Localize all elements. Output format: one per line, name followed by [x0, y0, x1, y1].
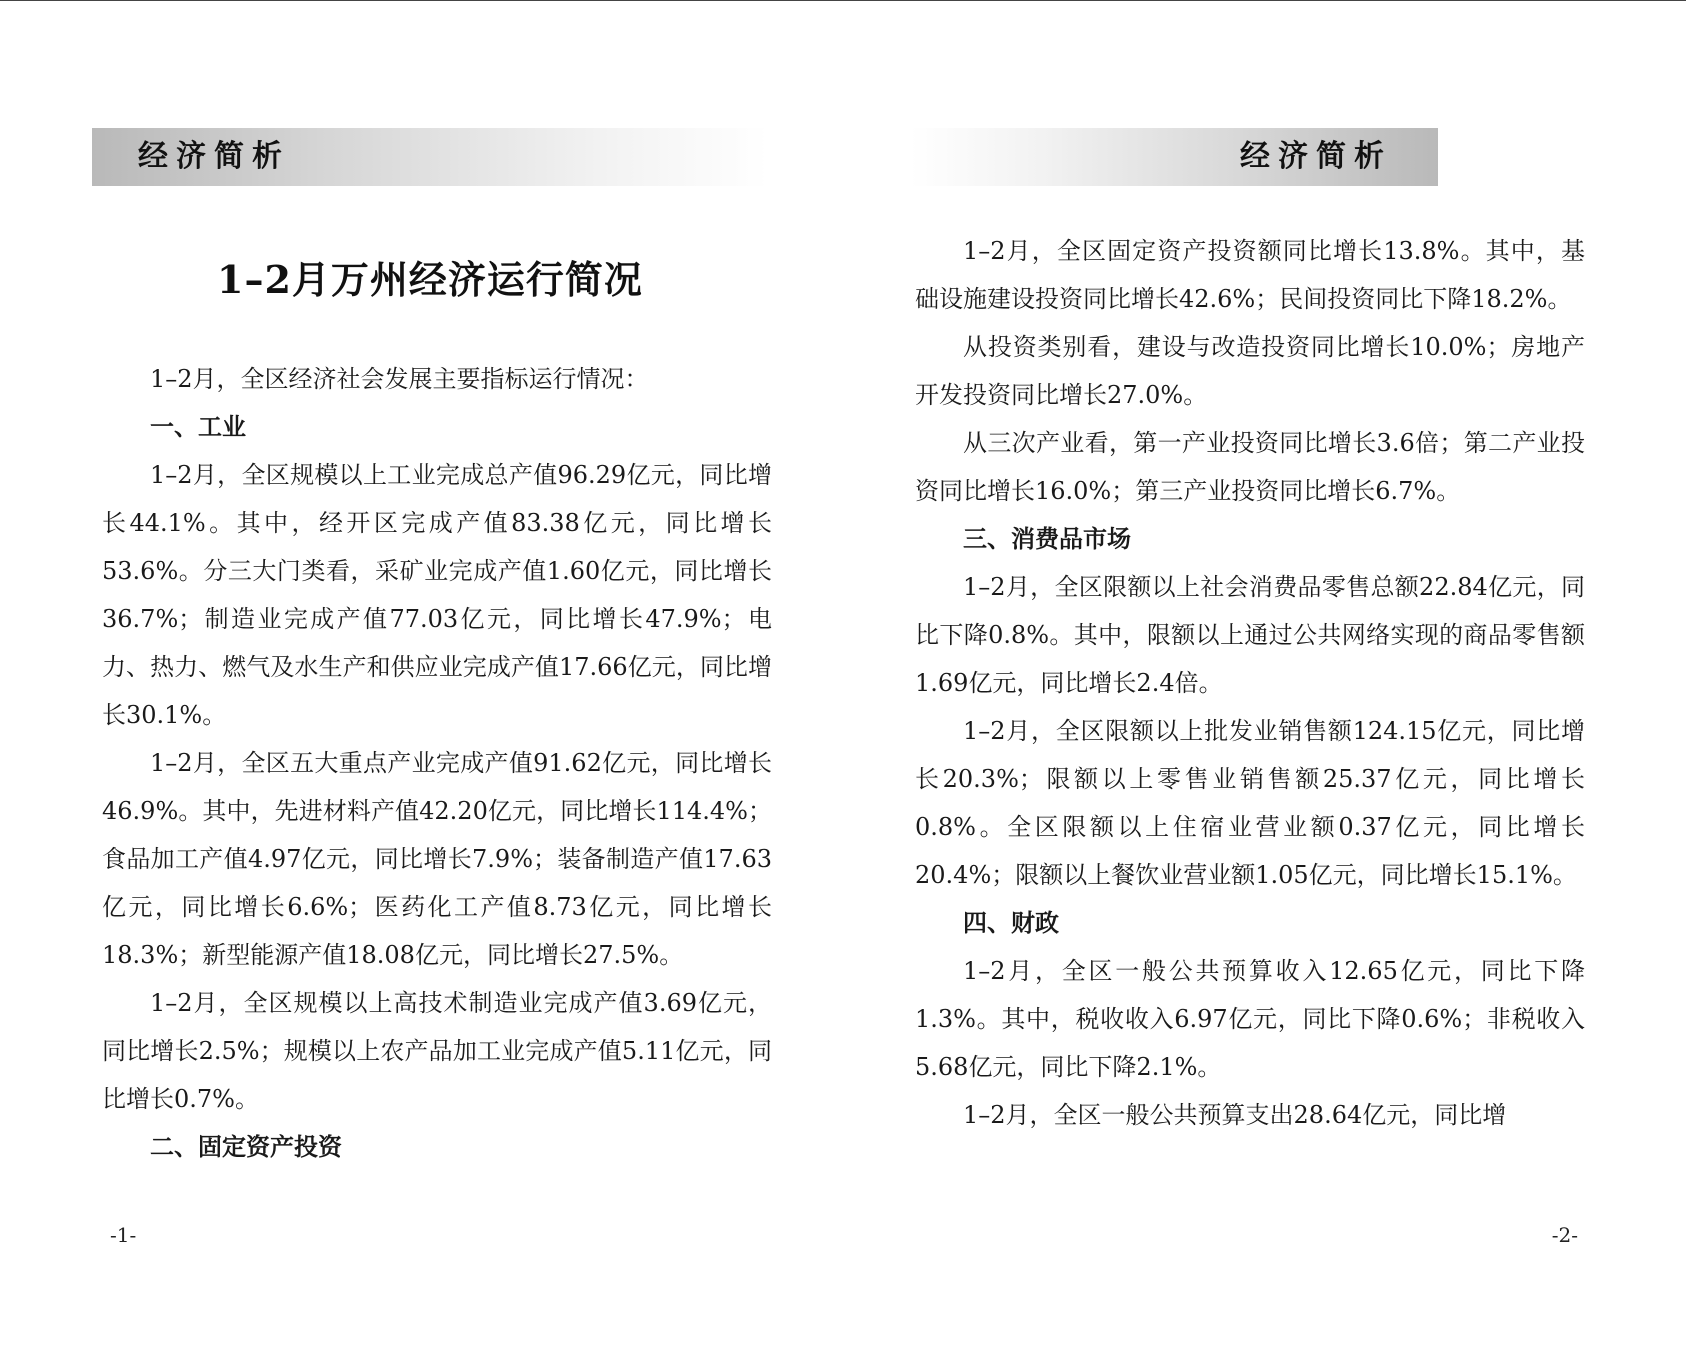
article-title: 1–2月万州经济运行简况 [217, 257, 643, 302]
left-page [0, 1, 843, 1354]
section-heading-investment: 二、固定资产投资 [150, 1133, 342, 1161]
section-banner: 经济简析 [92, 128, 768, 186]
section-heading-finance: 四、财政 [963, 909, 1059, 937]
section-heading-consumer-market: 三、消费品市场 [963, 525, 1131, 553]
paragraph: 1–2月，全区规模以上工业完成总产值96.29亿元，同比增长44.1%。其中，经开区完成产值83.38亿元，同比增长53.6%。分三大门类看，采矿业完成产值1.60亿元，同比增长36.7%；制造业完成产值77.03亿元，同比增长47.9%；电力、热力、燃气及水生产和供应业完成产值17.66亿元，同比增长30.1%。 [102, 461, 772, 729]
section-heading-industry: 一、工业 [150, 413, 246, 441]
paragraph: 1–2月，全区限额以上批发业销售额124.15亿元，同比增长20.3%；限额以上零售业销售额25.37亿元，同比增长0.8%。全区限额以上住宿业营业额0.37亿元，同比增长20.4%；限额以上餐饮业营业额1.05亿元，同比增长15.1%。 [915, 717, 1585, 889]
paragraph: 1–2月，全区五大重点产业完成产值91.62亿元，同比增长46.9%。其中，先进材料产值42.20亿元，同比增长114.4%；食品加工产值4.97亿元，同比增长7.9%；装备制造产值17.63亿元，同比增长6.6%；医药化工产值8.73亿元，同比增长18.3%；新型能源产值18.08亿元，同比增长27.5%。 [102, 749, 772, 969]
section-banner: 经济简析 [910, 128, 1438, 186]
paragraph: 1–2月，全区限额以上社会消费品零售总额22.84亿元，同比下降0.8%。其中，限额以上通过公共网络实现的商品零售额1.69亿元，同比增长2.4倍。 [915, 573, 1585, 697]
intro-paragraph: 1–2月，全区经济社会发展主要指标运行情况： [150, 365, 649, 393]
paragraph: 1–2月，全区固定资产投资额同比增长13.8%。其中，基础设施建设投资同比增长42.6%；民间投资同比下降18.2%。 [915, 237, 1585, 313]
page-number: -2- [1551, 1223, 1578, 1247]
right-page [843, 1, 1686, 1354]
left-body-text [102, 355, 772, 1171]
paragraph: 1–2月，全区一般公共预算支出28.64亿元，同比增 [963, 1101, 1507, 1129]
page-number: -1- [110, 1223, 137, 1247]
paragraph: 1–2月，全区一般公共预算收入12.65亿元，同比下降1.3%。其中，税收收入6.97亿元，同比下降0.6%；非税收入5.68亿元，同比下降2.1%。 [915, 957, 1585, 1081]
right-body-text [915, 227, 1585, 1139]
paragraph: 从三次产业看，第一产业投资同比增长3.6倍；第二产业投资同比增长16.0%；第三产业投资同比增长6.7%。 [915, 429, 1585, 505]
paragraph: 1–2月，全区规模以上高技术制造业完成产值3.69亿元，同比增长2.5%；规模以上农产品加工业完成产值5.11亿元，同比增长0.7%。 [102, 989, 772, 1113]
paragraph: 从投资类别看，建设与改造投资同比增长10.0%；房地产开发投资同比增长27.0%。 [915, 333, 1585, 409]
